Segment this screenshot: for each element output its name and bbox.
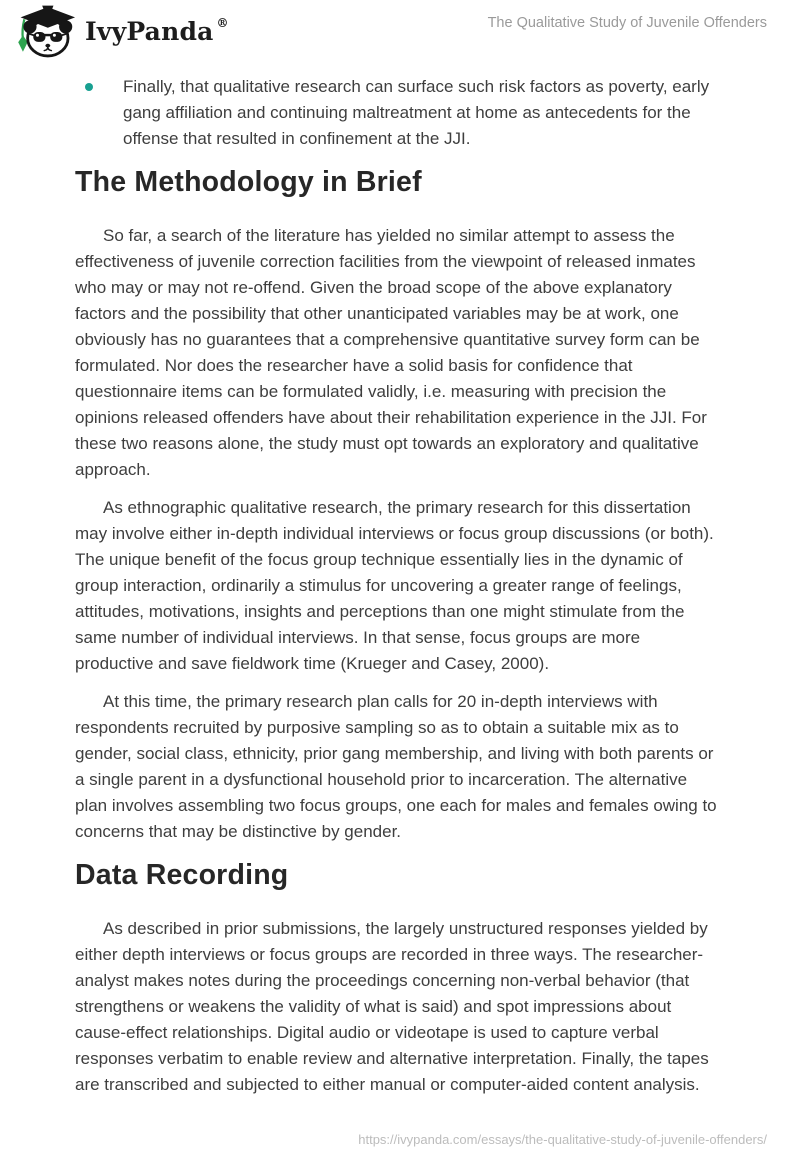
methodology-paragraph-3: At this time, the primary research plan calls for 20 in-depth interviews with respondents recruited by purposive sampling so as to obtain a suitable mix as to gender, social class, ethnicity, prior gang membership, and living with both parents or a single parent in a dysfunctional household prior to incarceration. The alternative plan involves assembling two focus groups, one each for males and females owing to concerns that may be distinctive by gender. (75, 692, 717, 841)
data-recording-paragraph-1: As described in prior submissions, the largely unstructured responses yielded by either depth interviews or focus groups are recorded in three ways. The researcher-analyst makes notes during the proceedings concerning non-verbal behavior (that strengthens or weakens the validity of what is said) and spot impressions about cause-effect relationships. Digital audio or videotape is used to capture verbal responses verbatim to enable review and alternative interpretation. Finally, the tapes are transcribed and subjected to either manual or computer-aided content analysis. (75, 919, 709, 1094)
section-heading-data-recording: Data Recording (75, 859, 289, 891)
source-url: https://ivypanda.com/essays/the-qualitative-study-of-juvenile-offenders/ (358, 1132, 767, 1147)
registered-trademark-icon: ® (216, 15, 229, 30)
bullet-item-text: Finally, that qualitative research can surface such risk factors as poverty, early gang affiliation and continuing maltreatment at home as antecedents for the offense that resulted in confinement at the JJI. (123, 77, 710, 148)
essay-content (75, 70, 721, 1098)
methodology-paragraph-2: As ethnographic qualitative research, the primary research for this dissertation may involve either in-depth individual interviews or focus group discussions (or both). The unique benefit of the focus group technique essentially lies in the dynamic of group interaction, ordinarily a stimulus for uncovering a greater range of feelings, attitudes, motivations, insights and perceptions than one might stimulate from the same number of individual interviews. In that sense, focus groups are more productive and save fieldwork time (Krueger and Casey, 2000). (75, 498, 714, 673)
document-title: The Qualitative Study of Juvenile Offenders (487, 15, 767, 31)
panda-graduate-icon (14, 4, 76, 59)
bullet-list-item (75, 70, 721, 152)
methodology-paragraph-1: So far, a search of the literature has yielded no similar attempt to assess the effectiveness of juvenile correction facilities from the viewpoint of released inmates who may or may not re-offend. Given the broad scope of the above explanatory factors and the possibility that other unanticipated variables may be at work, one obviously has no guarantees that a comprehensive quantitative survey form can be formulated. Nor does the researcher have a solid basis for confidence that questionnaire items can be formulated validly, i.e. measuring with precision the opinions released offenders have about their rehabilitation experience in the JJI. For these two reasons alone, the study must opt towards an exploratory and qualitative approach. (75, 226, 707, 479)
logo-wordmark: IvyPanda (85, 17, 214, 46)
page-header (0, 0, 800, 64)
ivypanda-logo[interactable] (14, 4, 235, 59)
section-heading-methodology: The Methodology in Brief (75, 166, 422, 198)
bullet-marker-icon (85, 83, 93, 91)
